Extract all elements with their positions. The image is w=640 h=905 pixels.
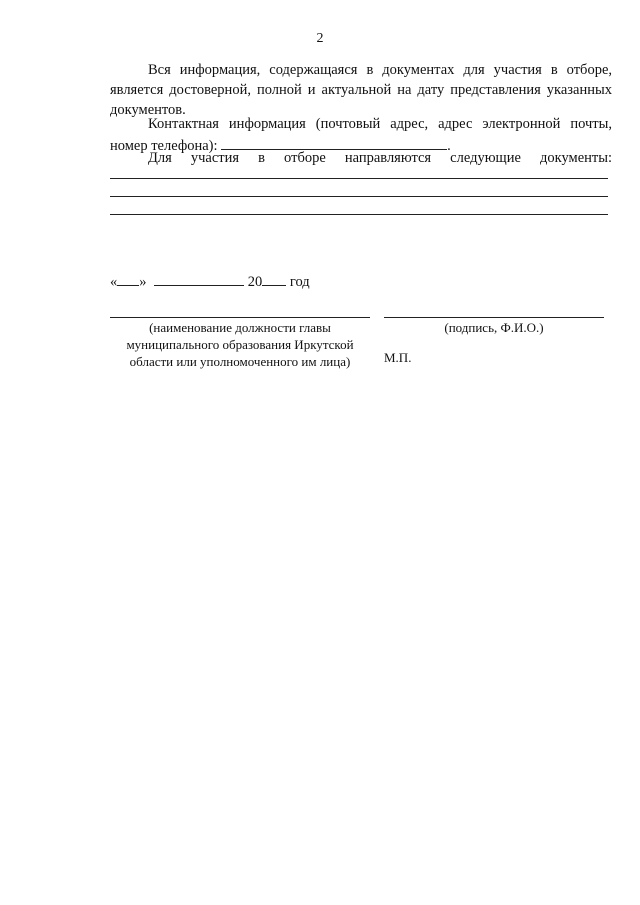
- info-statement-text: Вся информация, содержащаяся в документах для участия в отборе, является достоверной, полной и актуальной на дату представления указанных документов.: [110, 62, 612, 118]
- signature-caption: (подпись, Ф.И.О.): [444, 320, 544, 335]
- contact-info-label: Контактная информация (почтовый адрес, адрес электронной почты, номер телефона):: [110, 116, 612, 154]
- contact-info-period: .: [447, 138, 451, 154]
- info-statement-paragraph: [110, 60, 612, 120]
- documents-list-label: Для участия в отборе направляются следующие документы:: [148, 150, 612, 166]
- position-caption: (наименование должности главы муниципального образования Иркутской области или уполномоченного им лица): [126, 320, 354, 369]
- documents-blank-line-3: [110, 214, 608, 215]
- year-prefix: 20: [247, 274, 263, 290]
- date-close-quote: »: [139, 274, 147, 290]
- day-blank: [117, 270, 139, 286]
- year-blank: [262, 270, 286, 286]
- stamp-mark: М.П.: [384, 350, 412, 365]
- documents-list-paragraph: [110, 148, 612, 168]
- date-line: [110, 270, 310, 291]
- month-blank: [154, 270, 244, 286]
- documents-blank-line-2: [110, 196, 608, 197]
- date-open-quote: «: [110, 274, 118, 290]
- signature-rule: [384, 317, 604, 318]
- position-signature-rule: [110, 317, 370, 318]
- year-word: год: [289, 274, 310, 290]
- documents-blank-line-1: [110, 178, 608, 179]
- page-number: 2: [316, 31, 324, 46]
